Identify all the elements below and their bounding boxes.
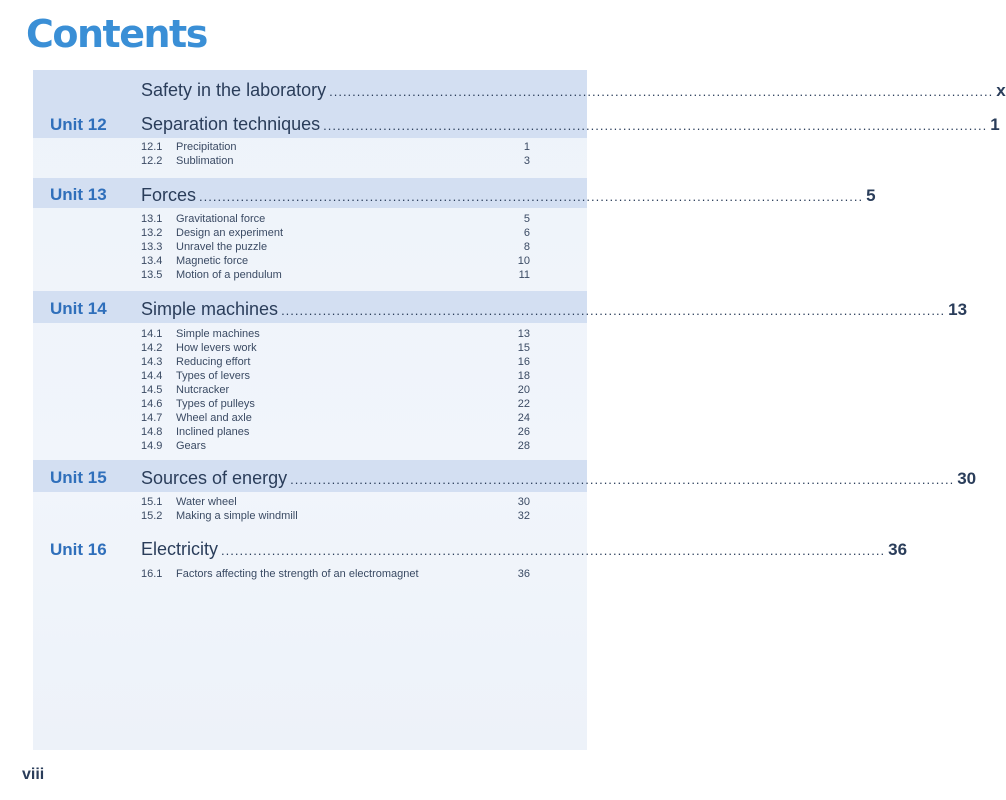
safety-heading[interactable] <box>141 80 1006 101</box>
lesson-page: 22 <box>517 398 530 410</box>
lesson-row[interactable] <box>141 342 530 356</box>
lesson-title: Gravitational force <box>176 213 266 225</box>
unit-16-title: Electricity <box>141 539 219 559</box>
lesson-page: 6 <box>523 227 530 239</box>
unit-14-title: Simple machines <box>141 299 279 319</box>
lesson-title: Magnetic force <box>176 255 249 267</box>
lesson-page: 30 <box>517 496 530 508</box>
lesson-number: 12.1 <box>141 141 163 153</box>
lesson-row[interactable] <box>141 213 530 227</box>
lesson-number: 14.3 <box>141 356 163 368</box>
lesson-row[interactable] <box>141 241 530 255</box>
lesson-number: 13.3 <box>141 241 163 253</box>
lesson-row[interactable] <box>141 398 530 412</box>
unit-12-title: Separation techniques <box>141 114 321 134</box>
lesson-number: 13.1 <box>141 213 163 225</box>
lesson-page: 24 <box>517 412 530 424</box>
lesson-page: 20 <box>517 384 530 396</box>
lesson-number: 14.1 <box>141 328 163 340</box>
lesson-title: How levers work <box>176 342 257 354</box>
unit-15-title: Sources of energy <box>141 468 288 488</box>
lesson-title: Precipitation <box>176 141 237 153</box>
lesson-row[interactable] <box>141 412 530 426</box>
lesson-number: 14.5 <box>141 384 163 396</box>
lesson-title: Reducing effort <box>176 356 251 368</box>
dot-leader: ................................................................................................................................................ <box>323 118 988 133</box>
lesson-title: Types of levers <box>176 370 250 382</box>
lesson-number: 12.2 <box>141 155 163 167</box>
lesson-number: 15.1 <box>141 496 163 508</box>
lesson-page: 16 <box>517 356 530 368</box>
lesson-page: 18 <box>517 370 530 382</box>
lesson-title: Simple machines <box>176 328 260 340</box>
unit-13-page: 5 <box>866 186 876 205</box>
lesson-title: Design an experiment <box>176 227 284 239</box>
unit-12-label: Unit 12 <box>50 115 107 134</box>
dot-leader: ................................................................................................................................................ <box>199 189 864 204</box>
lesson-number: 16.1 <box>141 568 163 580</box>
unit-12-heading[interactable] <box>141 114 1000 135</box>
safety-title: Safety in the laboratory <box>141 80 327 100</box>
lesson-title: Making a simple windmill <box>176 510 298 522</box>
lesson-title: Sublimation <box>176 155 234 167</box>
lesson-number: 14.7 <box>141 412 163 424</box>
lesson-page: 10 <box>517 255 530 267</box>
unit-14-label: Unit 14 <box>50 299 107 318</box>
lesson-title: Nutcracker <box>176 384 230 396</box>
lesson-page: 15 <box>517 342 530 354</box>
safety-page: x <box>996 81 1006 100</box>
lesson-number: 14.8 <box>141 426 163 438</box>
lesson-row[interactable] <box>141 255 530 269</box>
dot-leader: ................................................................................................................................................ <box>281 303 946 318</box>
lesson-title: Gears <box>176 440 206 452</box>
unit-14-page: 13 <box>948 300 968 319</box>
unit-13-label: Unit 13 <box>50 185 107 204</box>
unit-15-label: Unit 15 <box>50 468 107 487</box>
unit-13-heading[interactable] <box>141 185 876 206</box>
dot-leader: ................................................................................................................................................ <box>329 84 994 99</box>
lesson-number: 13.5 <box>141 269 163 281</box>
unit-14-heading[interactable] <box>141 299 968 320</box>
unit-15-page: 30 <box>957 469 977 488</box>
lesson-page: 36 <box>517 568 530 580</box>
lesson-title: Unravel the puzzle <box>176 241 268 253</box>
lesson-title: Types of pulleys <box>176 398 255 410</box>
unit-16-label: Unit 16 <box>50 540 107 559</box>
lesson-number: 14.2 <box>141 342 163 354</box>
lesson-page: 32 <box>517 510 530 522</box>
unit-12-page: 1 <box>990 115 1000 134</box>
lesson-row[interactable] <box>141 496 530 510</box>
lesson-number: 13.2 <box>141 227 163 239</box>
lesson-row[interactable] <box>141 568 530 582</box>
lesson-title: Wheel and axle <box>176 412 252 424</box>
lesson-row[interactable] <box>141 155 530 169</box>
lesson-page: 13 <box>517 328 530 340</box>
lesson-row[interactable] <box>141 328 530 342</box>
lesson-number: 13.4 <box>141 255 163 267</box>
lesson-number: 14.9 <box>141 440 163 452</box>
lesson-page: 28 <box>517 440 530 452</box>
lesson-row[interactable] <box>141 141 530 155</box>
dot-leader: ................................................................................................................................................ <box>221 543 886 558</box>
lesson-page: 3 <box>523 155 530 167</box>
lesson-row[interactable] <box>141 510 530 524</box>
lesson-row[interactable] <box>141 426 530 440</box>
unit-13-title: Forces <box>141 185 197 205</box>
lesson-number: 15.2 <box>141 510 163 522</box>
dot-leader: ................................................................................................................................................ <box>290 472 955 487</box>
lesson-row[interactable] <box>141 384 530 398</box>
lesson-page: 11 <box>518 269 530 281</box>
lesson-page: 5 <box>523 213 530 225</box>
lesson-page: 1 <box>523 141 530 153</box>
page-title: Contents <box>26 12 207 56</box>
lesson-number: 14.4 <box>141 370 163 382</box>
lesson-row[interactable] <box>141 227 530 241</box>
lesson-title: Inclined planes <box>176 426 250 438</box>
unit-16-page: 36 <box>888 540 908 559</box>
unit-16-heading[interactable] <box>141 539 908 560</box>
unit-15-heading[interactable] <box>141 468 977 489</box>
lesson-row[interactable] <box>141 440 530 454</box>
lesson-page: 8 <box>523 241 530 253</box>
lesson-number: 14.6 <box>141 398 163 410</box>
lesson-title: Water wheel <box>176 496 237 508</box>
lesson-title: Motion of a pendulum <box>176 269 282 281</box>
page-number: viii <box>22 766 45 783</box>
lesson-row[interactable] <box>141 356 530 370</box>
lesson-page: 26 <box>517 426 530 438</box>
lesson-row[interactable] <box>141 269 530 283</box>
lesson-title: Factors affecting the strength of an electromagnet <box>176 568 419 580</box>
lesson-row[interactable] <box>141 370 530 384</box>
